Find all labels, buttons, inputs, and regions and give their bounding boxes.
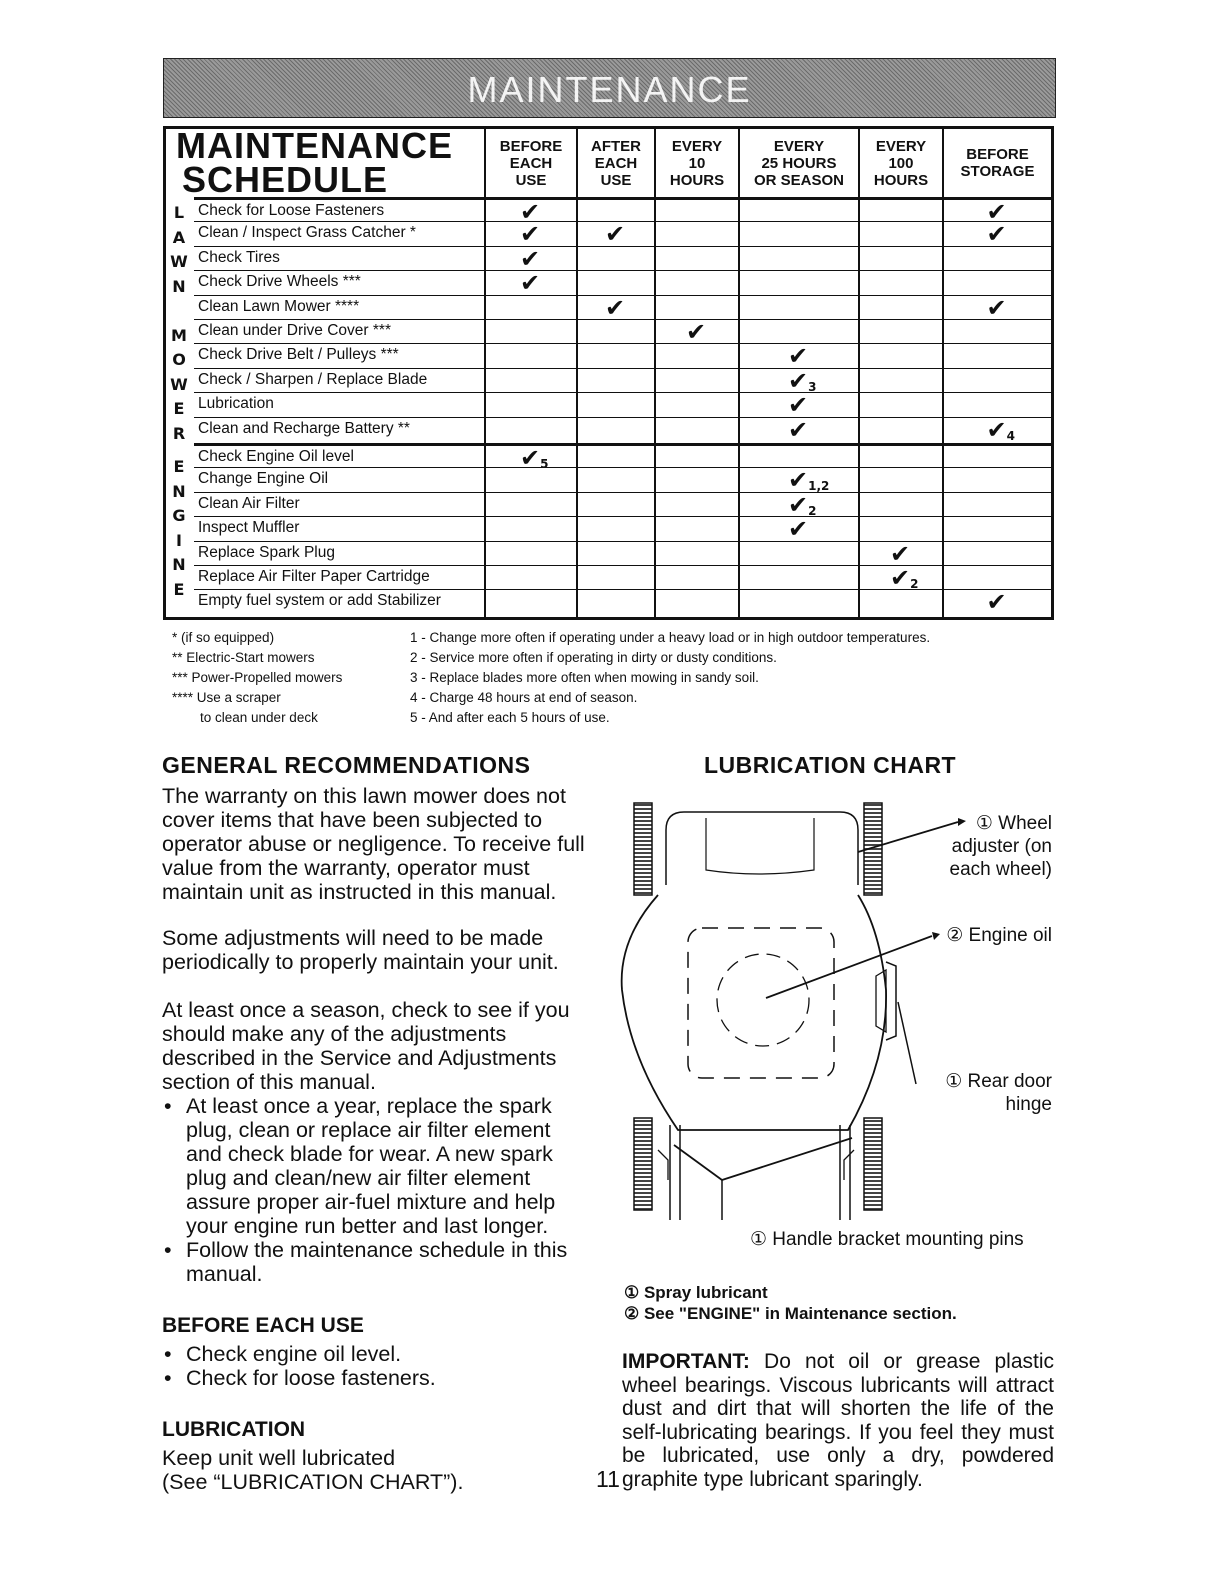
schedule-task-label: Clean and Recharge Battery **	[198, 419, 410, 437]
footnote-left-item: **** Use a scraper	[172, 690, 281, 705]
footnote-left-item: ** Electric-Start mowers	[172, 650, 315, 665]
bullet-item: • Follow the maintenance schedule in this manual.	[162, 1238, 592, 1286]
schedule-column-header: EVERY 10 HOURS	[654, 129, 738, 197]
engine-outline	[688, 928, 834, 1078]
schedule-task-label: Clean under Drive Cover ***	[198, 322, 391, 339]
schedule-task-label: Check for Loose Fasteners	[198, 202, 385, 219]
schedule-row	[194, 318, 1051, 346]
schedule-check-mark: ✔	[788, 391, 809, 420]
schedule-title	[176, 125, 453, 200]
important-text: Do not oil or grease plastic wheel bearings. Viscous lubricants will attract dust and dirt that will shorten the life of the self-lubricating bearings. If you feel they must be lubricated, use only a dry, powdered graphite type lubricant sparingly.	[622, 1350, 1054, 1491]
schedule-row	[194, 415, 1051, 444]
schedule-row	[194, 269, 1051, 298]
schedule-check-mark: ✔	[520, 244, 541, 273]
schedule-check-mark: ✔	[788, 515, 809, 544]
page-number: 11	[596, 1466, 620, 1492]
bullet-item: • Check engine oil level.	[162, 1342, 592, 1366]
important-label: IMPORTANT:	[622, 1350, 750, 1373]
maintenance-schedule-table	[163, 126, 1054, 620]
callout-engine-oil: ② Engine oil	[946, 925, 1052, 946]
engine-side-label: E N G I N E	[172, 457, 186, 599]
schedule-check-mark: ✔	[986, 293, 1007, 322]
general-bullets	[162, 1094, 592, 1286]
schedule-row	[194, 515, 1051, 544]
schedule-row	[194, 490, 1051, 519]
callout-wheel-adjuster: ① Wheel adjuster (on each wheel)	[949, 813, 1052, 880]
callout-rear-door-hinge: ① Rear door hinge	[945, 1071, 1052, 1115]
schedule-row	[194, 443, 1051, 472]
footnote-left-item: to clean under deck	[200, 710, 318, 725]
schedule-column-header: AFTER EACH USE	[576, 129, 654, 197]
schedule-check-mark: $✔_{1,2}$	[788, 466, 830, 495]
schedule-check-mark: $✔_2$	[890, 564, 919, 592]
schedule-task-label: Clean Lawn Mower ****	[198, 297, 360, 315]
schedule-task-label: Check Tires	[198, 248, 280, 266]
general-paragraph-1: The warranty on this lawn mower does not cover items that have been subjected to operator abuse or negligence. To receive full value from the warranty, operator must maintain unit as instructed in this manual.	[162, 784, 585, 904]
schedule-check-mark: ✔	[686, 318, 707, 346]
schedule-row	[194, 244, 1051, 273]
general-paragraph-3: At least once a season, check to see if you should make any of the adjustments described in the Service and Adjustments section of this manual.	[162, 998, 570, 1094]
lubrication-line1: Keep unit well lubricated	[162, 1446, 396, 1470]
bullet-item: • Check for loose fasteners.	[162, 1366, 592, 1390]
front-left-wheel	[634, 803, 652, 895]
schedule-column-header: BEFORE EACH USE	[484, 129, 576, 197]
schedule-task-label: Check Drive Wheels ***	[198, 273, 361, 291]
rear-right-wheel	[864, 1118, 882, 1210]
schedule-row	[194, 366, 1051, 395]
schedule-task-label: Lubrication	[198, 395, 274, 413]
schedule-task-label: Check / Sharpen / Replace Blade	[198, 370, 428, 388]
schedule-check-mark: ✔	[788, 342, 809, 371]
schedule-task-label: Check Drive Belt / Pulleys ***	[198, 346, 399, 364]
important-note	[622, 1350, 1054, 1491]
schedule-task-label: Check Engine Oil level	[198, 448, 354, 465]
footnote-right-item: 2 - Service more often if operating in dirty or dusty conditions.	[410, 650, 777, 665]
schedule-task-label: Clean / Inspect Grass Catcher *	[198, 224, 416, 242]
footnote-right-item: 1 - Change more often if operating under a heavy load or in high outdoor temperatures.	[410, 630, 931, 645]
schedule-check-mark: ✔	[986, 220, 1007, 249]
schedule-row	[194, 220, 1051, 249]
schedule-check-mark: ✔	[605, 220, 626, 249]
footnote-left-item: * (if so equipped)	[172, 630, 275, 645]
schedule-row	[194, 293, 1051, 322]
schedule-row	[194, 539, 1051, 568]
schedule-check-mark: ✔	[788, 415, 809, 444]
schedule-row	[194, 197, 1051, 226]
footnotes-left	[172, 628, 342, 728]
schedule-check-mark: ✔	[520, 198, 541, 226]
schedule-row	[194, 342, 1051, 371]
schedule-column-header: EVERY 100 HOURS	[858, 129, 942, 197]
before-each-use-bullets	[162, 1342, 592, 1390]
rear-left-wheel	[634, 1118, 652, 1210]
schedule-check-mark: ✔	[520, 269, 541, 298]
footnotes-right	[410, 628, 930, 728]
schedule-column-header: BEFORE STORAGE	[942, 129, 1051, 197]
schedule-task-label: Clean Air Filter	[198, 494, 300, 512]
mower-deck	[622, 895, 886, 1130]
section-banner	[163, 58, 1056, 118]
schedule-check-mark: ✔	[986, 588, 1007, 617]
schedule-task-label: Replace Air Filter Paper Cartridge	[198, 568, 430, 585]
schedule-check-mark: ✔	[605, 293, 626, 322]
lawn-mower-side-label: L A W N M O W E R	[170, 203, 188, 443]
callout-handle-bracket: ① Handle bracket mounting pins	[750, 1229, 1024, 1250]
engine-circle	[717, 954, 809, 1046]
note-see-engine: ② See "ENGINE" in Maintenance section.	[624, 1304, 957, 1323]
footnote-right-item: 4 - Charge 48 hours at end of season.	[410, 690, 638, 705]
schedule-task-label: Empty fuel system or add Stabilizer	[198, 592, 441, 610]
schedule-column-header: EVERY 25 HOURS OR SEASON	[738, 129, 858, 197]
schedule-check-mark: $✔_3$	[788, 366, 817, 395]
schedule-task-label: Change Engine Oil	[198, 470, 329, 488]
schedule-row	[194, 391, 1051, 420]
schedule-row	[194, 466, 1051, 495]
lubrication-chart-heading: LUBRICATION CHART	[704, 752, 957, 778]
schedule-check-mark: $✔_4$	[986, 415, 1015, 444]
schedule-check-mark: ✔	[986, 198, 1007, 226]
schedule-title-line1: MAINTENANCE	[176, 125, 453, 166]
footnote-right-item: 3 - Replace blades more often when mowing in sandy soil.	[410, 670, 759, 685]
schedule-check-mark: ✔	[890, 539, 911, 568]
before-each-use-heading: BEFORE EACH USE	[162, 1314, 364, 1337]
schedule-task-label: Replace Spark Plug	[198, 543, 335, 561]
general-recommendations-heading: GENERAL RECOMMENDATIONS	[162, 752, 531, 778]
bullet-item: • At least once a year, replace the spark plug, clean or replace air filter element and check blade for wear. A new spark plug and clean/new air filter element assure proper air-fuel mixture and help your engine run better and last longer.	[162, 1094, 592, 1238]
schedule-check-mark: $✔_5$	[520, 444, 549, 472]
schedule-check-mark: $✔_2$	[788, 490, 817, 519]
schedule-row	[194, 588, 1051, 617]
schedule-task-label: Inspect Muffler	[198, 519, 300, 537]
schedule-title-line2: SCHEDULE	[182, 159, 389, 200]
schedule-check-mark: ✔	[520, 220, 541, 249]
lubrication-heading: LUBRICATION	[162, 1418, 306, 1441]
banner-title: MAINTENANCE	[467, 69, 752, 110]
footnote-right-item: 5 - And after each 5 hours of use.	[410, 710, 610, 725]
footnote-left-item: *** Power-Propelled mowers	[172, 670, 343, 685]
lubrication-line2: (See “LUBRICATION CHART”).	[162, 1470, 464, 1494]
schedule-row	[194, 564, 1051, 592]
note-spray-lubricant: ① Spray lubricant	[624, 1283, 768, 1302]
general-paragraph-2: Some adjustments will need to be made periodically to properly maintain your unit.	[162, 926, 559, 974]
